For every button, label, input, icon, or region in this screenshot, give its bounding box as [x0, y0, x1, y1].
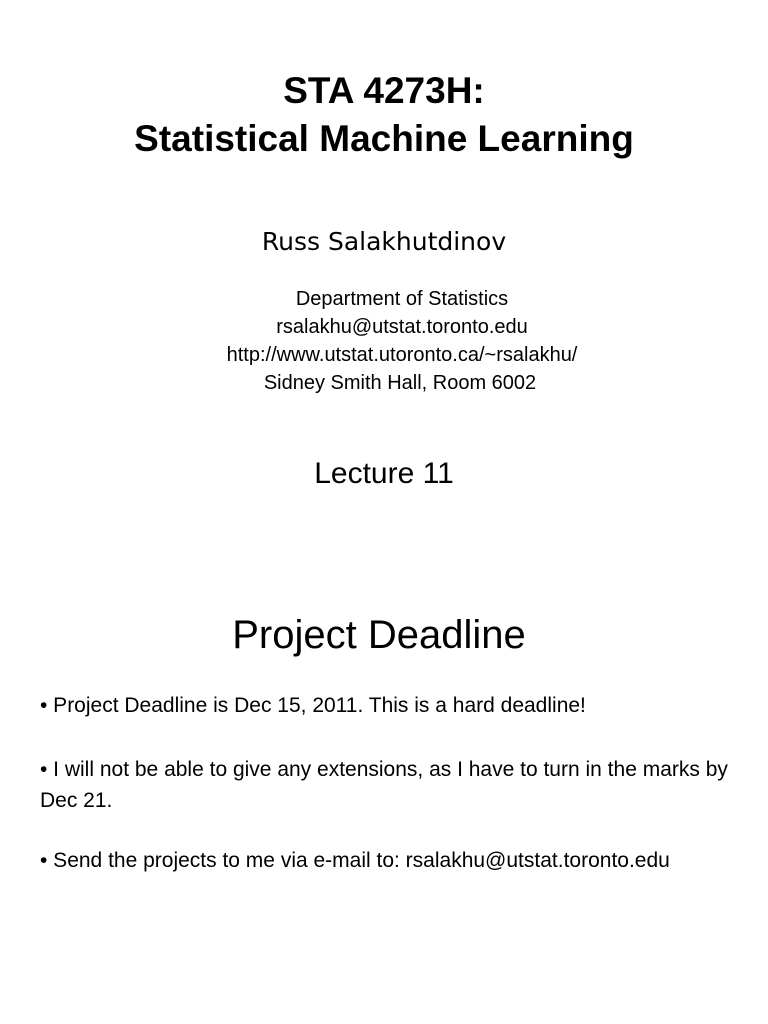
- instructor-url: http://www.utstat.utoronto.ca/~rsalakhu/: [226, 344, 578, 366]
- department: Department of Statistics: [295, 288, 509, 310]
- instructor-email: rsalakhu@utstat.toronto.edu: [276, 316, 528, 338]
- bullet-submission-email: • Send the projects to me via e-mail to: rsalakhu@utstat.toronto.edu: [40, 849, 670, 872]
- office-location: Sidney Smith Hall, Room 6002: [263, 372, 537, 394]
- bullet-deadline: • Project Deadline is Dec 15, 2011. This is a hard deadline!: [40, 694, 586, 717]
- course-name: Statistical Machine Learning: [134, 118, 634, 159]
- bullet-no-extensions: • I will not be able to give any extensions, as I have to turn in the marks by Dec 21.: [40, 758, 728, 812]
- course-code: STA 4273H:: [283, 70, 485, 111]
- instructor-name: Russ Salakhutdinov: [261, 227, 507, 256]
- deadline-slide: [0, 512, 768, 1024]
- lecture-number: Lecture 11: [314, 457, 454, 490]
- slide-title: Project Deadline: [232, 613, 526, 657]
